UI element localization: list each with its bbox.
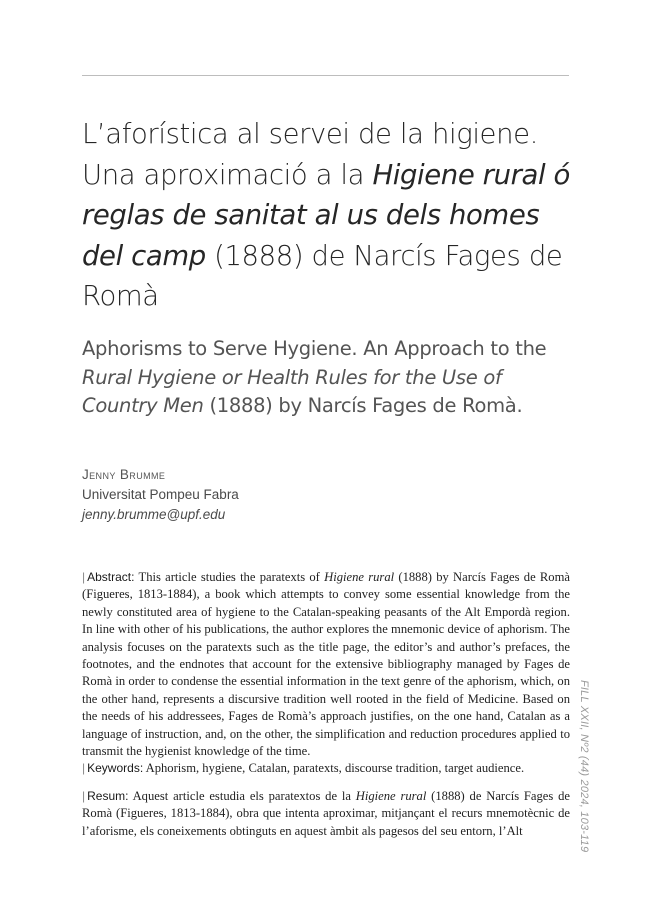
resum-bar: | (82, 789, 86, 803)
abstract-text-1: This article studies the paratexts of (134, 570, 325, 584)
author-affiliation: Universitat Pompeu Fabra (82, 487, 239, 502)
subtitle-text-1: Aphorisms to Serve Hygiene. An Approach to the (82, 337, 547, 360)
article-title (82, 114, 572, 317)
keywords-text: Aphorism, hygiene, Catalan, paratexts, discourse tradition, target audience. (143, 761, 525, 776)
abstract-text-2: (1888) by Narcís Fages de Romà (Figueres, 1813-1884), a book which attempts to convey some essential knowledge from the newly constituted area of hygiene to the Catalan-speaking peasants of the Alt Empordà region. In line with other of his publications, the author explores the mnemonic device of aphorism. The analysis focuses on the paratexts such as the title page, the editor’s and author’s prefaces, the footnotes, and the endnotes that account for the extensive bibliography managed by Fages de Romà in order to condense the essential information in the text genre of the aphorism, which, on the other hand, represents a discursive tradition well rooted in the field of Medicine. Based on the needs of his addressees, Fages de Romà’s approach justifies, on the one hand, Catalan as a language of instruction, and, on the other, the simplification and reduction procedures applied to transmit the hygienist knowledge of the time. (82, 570, 570, 759)
abstract-section (82, 569, 570, 778)
author-block (82, 465, 239, 525)
subtitle-italic-book-name: Rural Hygiene or Health Rules for the Use of Country Men (82, 365, 502, 417)
abstract-label: Abstract: (87, 570, 135, 584)
author-email-link[interactable]: jenny.brumme@upf.edu (82, 507, 226, 522)
resum-section (82, 788, 570, 840)
title-text-1: L’aforística al servei de la higiene. Una aproximació a la (82, 118, 538, 191)
abstract-italic-title: Higiene rural (324, 570, 395, 584)
title-text-2: (1888) de Narcís Fages de Romà (82, 239, 563, 312)
subtitle-text-2: (1888) by Narcís Fages de Romà. (203, 394, 523, 417)
resum-text-1: Aquest article estudia els paratextos de la (128, 789, 356, 803)
keywords-label: Keywords: (87, 761, 144, 776)
top-rule (82, 75, 569, 76)
resum-label: Resum: (87, 789, 129, 803)
author-name: Jenny Brumme (82, 467, 166, 482)
keywords-line (82, 760, 570, 777)
journal-side-reference: FILL XXII, Nº2 (44) 2024, 103-119 (578, 680, 590, 853)
keywords-bar: | (82, 761, 86, 776)
resum-text-2: (1888) de Narcís Fages de Romà (Figueres, 1813-1884), obra que intenta aproximar, mitjançant el recurs mnemotècnic de l’aforisme, els coneixements obtinguts en aquest àmbit als pagesos del seu entorn, l’Alt (82, 789, 570, 838)
title-italic-book-name: Higiene rural ó reglas de sanitat al us dels homes del camp (82, 158, 570, 272)
article-subtitle-english (82, 335, 577, 421)
abstract-bar: | (82, 570, 86, 584)
resum-italic-title: Higiene rural (355, 789, 427, 803)
